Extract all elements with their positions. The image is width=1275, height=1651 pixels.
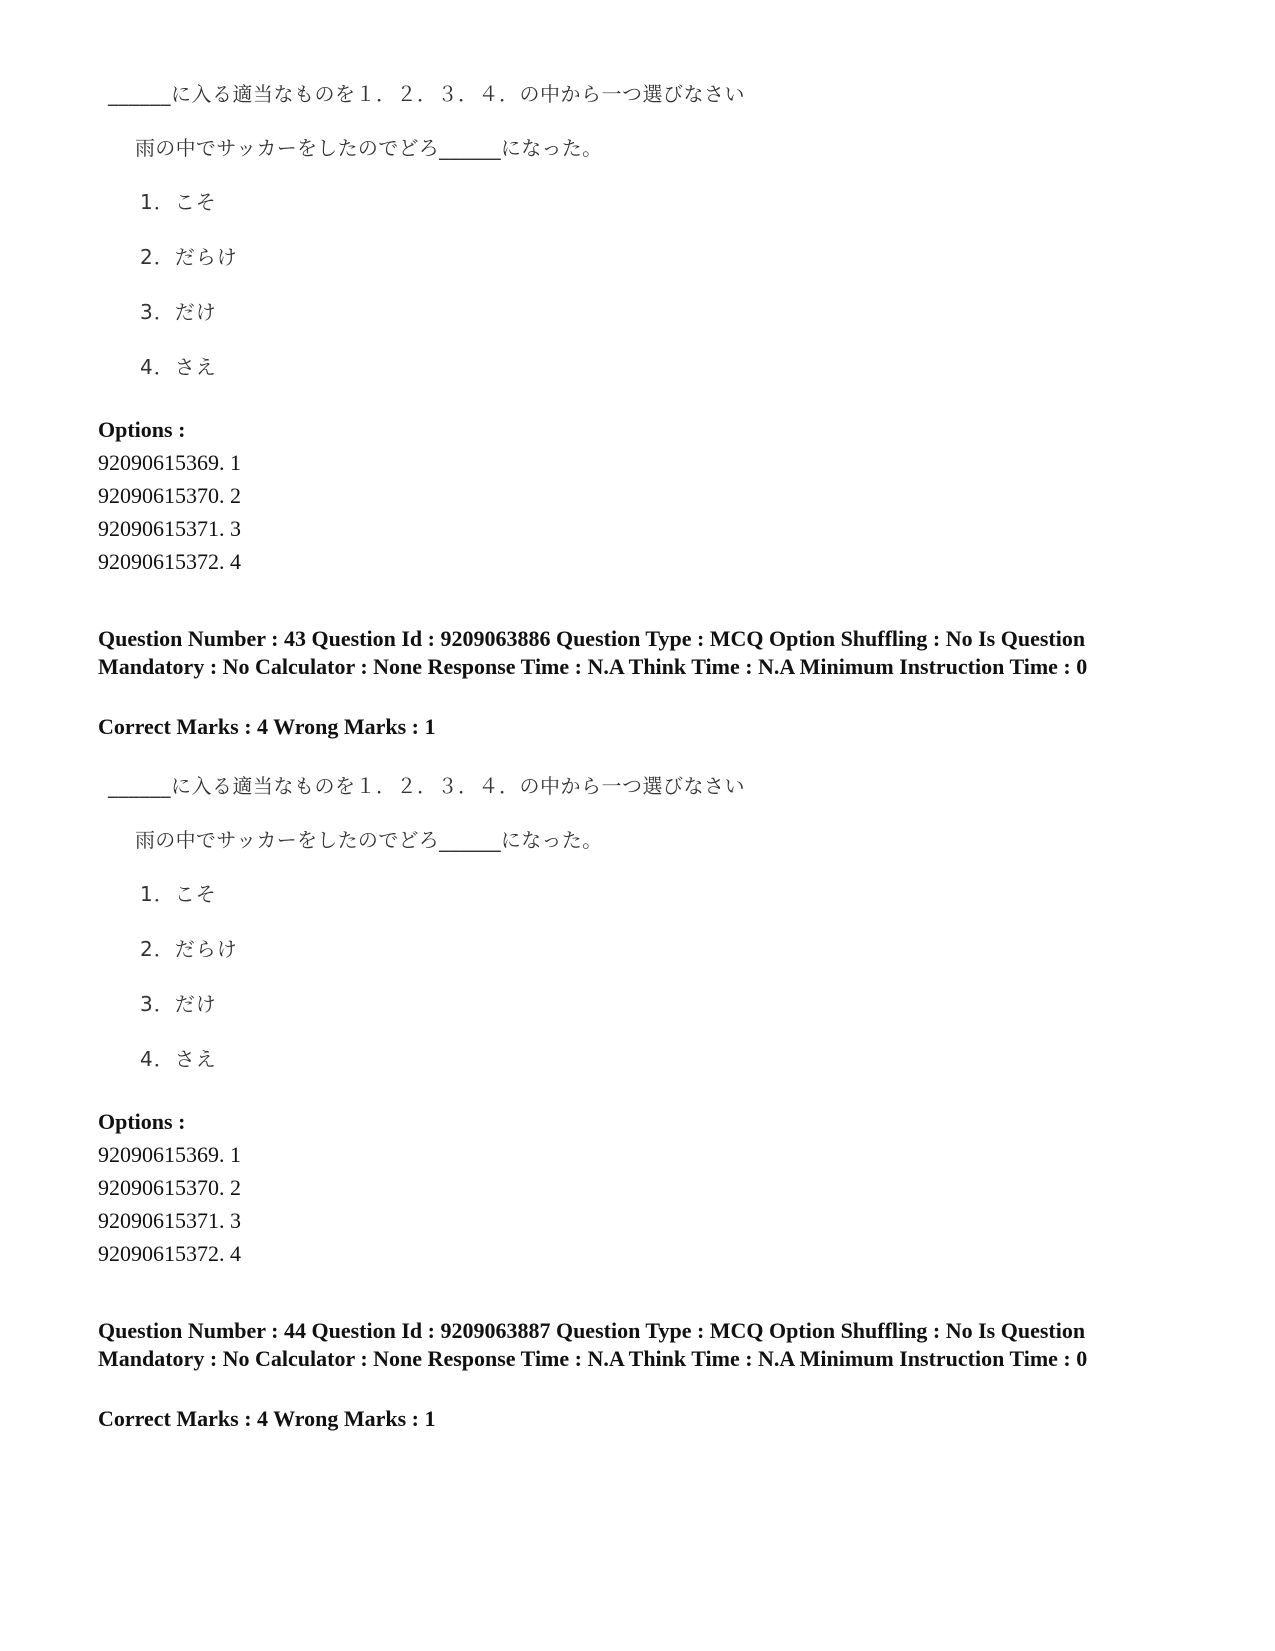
options-heading: Options : — [98, 417, 186, 442]
choice-4: 4．さえ — [140, 355, 217, 379]
question-marks: Correct Marks : 4 Wrong Marks : 1 — [98, 1406, 436, 1431]
choice-1: 1．こそ — [140, 190, 217, 214]
question-instruction: ______に入る適当なものを１．２．３．４．の中から一つ選びなさい — [108, 82, 745, 106]
choice-1: 1．こそ — [140, 882, 217, 906]
option-item: 92090615371. 3 — [98, 1208, 241, 1233]
choice-4: 4．さえ — [140, 1047, 217, 1071]
option-item: 92090615369. 1 — [98, 1142, 241, 1167]
option-item: 92090615370. 2 — [98, 483, 241, 508]
question-meta: Question Number : 44 Question Id : 9209063887 Question Type : MCQ Option Shuffling : No Is Question Mandatory : No Calculator : None Response Time : N.A Think Time : N.A Minimum Instruction Time : 0 — [98, 1318, 1088, 1371]
choice-2: 2．だらけ — [140, 937, 238, 961]
choice-2: 2．だらけ — [140, 245, 238, 269]
options-heading: Options : — [98, 1109, 186, 1134]
question-sentence: 雨の中でサッカーをしたのでどろ______になった。 — [135, 136, 603, 160]
question-image-q43 — [100, 762, 800, 1082]
question-marks: Correct Marks : 4 Wrong Marks : 1 — [98, 714, 436, 739]
choice-3: 3．だけ — [140, 300, 217, 324]
option-item: 92090615369. 1 — [98, 450, 241, 475]
option-item: 92090615372. 4 — [98, 1241, 241, 1266]
choice-3: 3．だけ — [140, 992, 217, 1016]
question-instruction: ______に入る適当なものを１．２．３．４．の中から一つ選びなさい — [108, 774, 745, 798]
option-item: 92090615370. 2 — [98, 1175, 241, 1200]
question-image-q42 — [100, 70, 800, 390]
question-meta: Question Number : 43 Question Id : 9209063886 Question Type : MCQ Option Shuffling : No Is Question Mandatory : No Calculator : None Response Time : N.A Think Time : N.A Minimum Instruction Time : 0 — [98, 626, 1088, 679]
option-item: 92090615371. 3 — [98, 516, 241, 541]
option-item: 92090615372. 4 — [98, 549, 241, 574]
question-sentence: 雨の中でサッカーをしたのでどろ______になった。 — [135, 828, 603, 852]
